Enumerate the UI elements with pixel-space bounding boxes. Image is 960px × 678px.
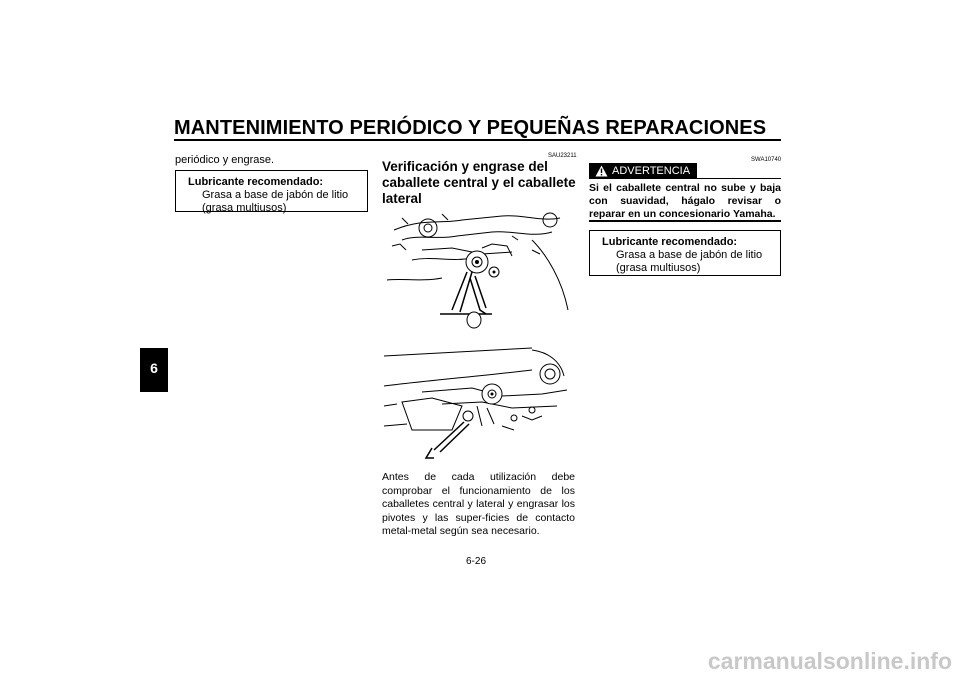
warning-label: ADVERTENCIA xyxy=(612,165,691,177)
page-number: 6-26 xyxy=(466,556,487,567)
header-rule xyxy=(174,139,781,141)
warning-code: SWA10740 xyxy=(751,157,782,163)
warning-header-line xyxy=(697,178,781,179)
section-title: Verificación y engrase del caballete central y el caballete lateral xyxy=(382,159,576,206)
lubricant-label: Lubricante recomendado: xyxy=(188,176,324,188)
side-stand-illustration xyxy=(382,346,575,464)
chapter-tab xyxy=(140,348,168,392)
page-header-title: MANTENIMIENTO PERIÓDICO Y PEQUEÑAS REPARACIONES xyxy=(174,117,767,139)
lubricant-box-1 xyxy=(175,170,368,212)
warning-end-rule xyxy=(589,220,781,222)
center-stand-illustration xyxy=(382,210,575,334)
watermark: carmanualsonline.info xyxy=(707,648,952,674)
warning-badge xyxy=(589,163,697,179)
lubricant-value: Grasa a base de jabón de litio (grasa multiusos) xyxy=(616,249,763,274)
section-body-text: Antes de cada utilización debe comprobar el funcionamiento de los caballetes central y lateral y engrasar los pivotes y las super-ficies de contacto metal-metal según sea necesario. xyxy=(382,471,575,537)
continued-text: periódico y engrase. xyxy=(175,154,275,166)
lubricant-value: Grasa a base de jabón de litio (grasa multiusos) xyxy=(202,189,349,214)
chapter-number: 6 xyxy=(150,360,158,376)
warning-text: Si el caballete central no sube y baja con suavidad, hágalo revisar o reparar en un concesionario Yamaha. xyxy=(589,182,781,220)
lubricant-label: Lubricante recomendado: xyxy=(602,236,738,248)
lubricant-box-2 xyxy=(589,230,781,276)
section-code: SAU23211 xyxy=(548,153,577,159)
warning-triangle-icon xyxy=(595,165,608,177)
